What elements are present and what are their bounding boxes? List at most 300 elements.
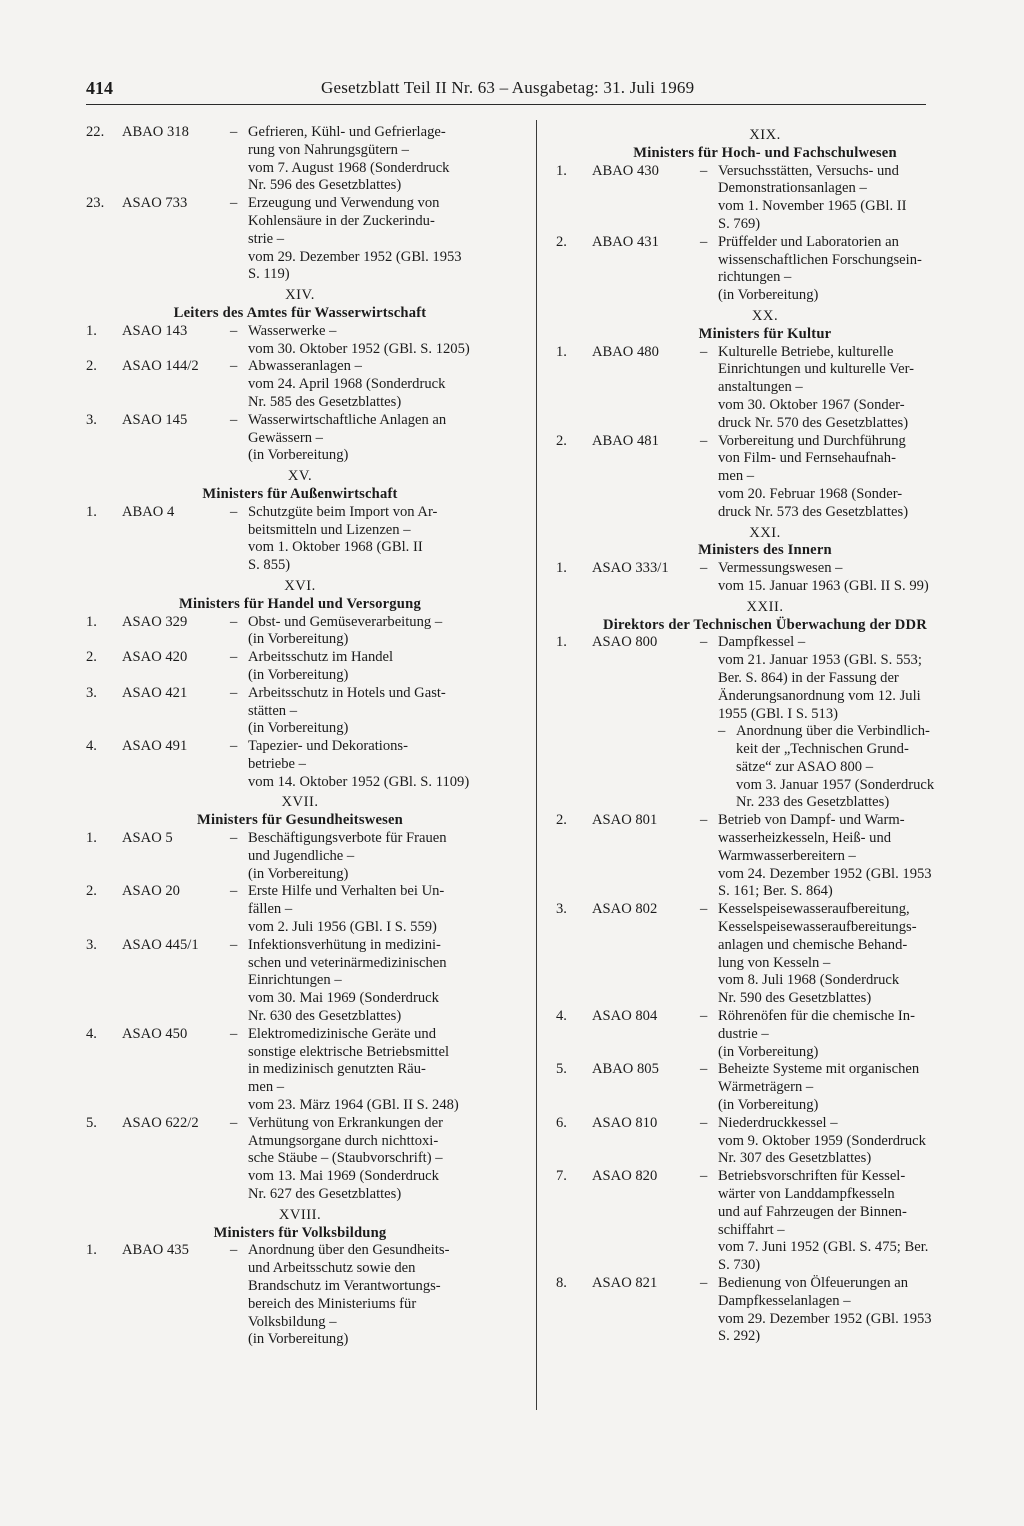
description-line: Kesselspeisewasseraufbereitung, <box>718 901 910 918</box>
description-line: vom 20. Februar 1968 (Sonder- <box>718 485 903 502</box>
description-line: vom 3. Januar 1957 (Sonderdruck <box>736 776 935 793</box>
regulation-description <box>248 323 514 359</box>
description-line: richtungen – <box>718 269 792 286</box>
entry-number: 2. <box>556 812 567 829</box>
description-line: Abwasseranlagen – <box>248 358 362 375</box>
section-heading <box>86 287 514 323</box>
description-line: beitsmitteln und Lizenzen – <box>248 521 411 538</box>
section-number: XVII. <box>281 794 319 811</box>
description-line: Erzeugung und Verwendung von <box>248 195 440 212</box>
description-line: Dampfkesselanlagen – <box>718 1292 851 1309</box>
description-line: Anordnung über die Verbindlich- <box>736 723 930 740</box>
description-line: Betrieb von Dampf- und Warm- <box>718 812 905 829</box>
description-line: vom 1. November 1965 (GBl. II <box>718 198 907 215</box>
description-line: S. 855) <box>248 557 291 574</box>
description-line: vom 29. Dezember 1952 (GBl. 1953 <box>718 1310 932 1327</box>
section-number: XX. <box>751 307 779 324</box>
regulation-entry <box>86 738 514 791</box>
dash-separator: – <box>230 883 238 900</box>
regulation-code: ASAO 445/1 <box>122 936 199 953</box>
regulation-code: ASAO 491 <box>122 738 188 755</box>
regulation-code: ASAO 733 <box>122 195 188 212</box>
regulation-entry <box>86 195 514 284</box>
regulation-code: ASAO 450 <box>122 1025 188 1042</box>
dash-separator: – <box>700 162 708 179</box>
regulation-description <box>718 634 974 723</box>
dash-separator: – <box>230 936 238 953</box>
section-heading <box>86 578 514 614</box>
regulation-description <box>248 358 514 411</box>
regulation-code: ABAO 430 <box>592 162 659 179</box>
regulation-entry <box>556 560 974 596</box>
dash-separator: – <box>700 1114 708 1131</box>
regulation-code: ASAO 800 <box>592 634 658 651</box>
description-line: vom 30. Oktober 1952 (GBl. S. 1205) <box>248 340 470 357</box>
entry-number: 4. <box>86 738 97 755</box>
dash-separator: – <box>700 1168 708 1185</box>
regulation-code: ASAO 421 <box>122 684 188 701</box>
dash-separator: – <box>700 812 708 829</box>
description-line: Nr. 596 des Gesetzblattes) <box>248 177 402 194</box>
description-line: vom 30. Oktober 1967 (Sonder- <box>718 396 905 413</box>
description-line: Einrichtungen – <box>248 972 342 989</box>
description-line: Kulturelle Betriebe, kulturelle <box>718 343 894 360</box>
description-line: bereich des Ministeriums für <box>248 1295 417 1312</box>
section-number: XVIII. <box>278 1206 322 1223</box>
column-divider <box>536 120 537 1410</box>
regulation-code: ASAO 801 <box>592 812 658 829</box>
description-line: Elektromedizinische Geräte und <box>248 1025 437 1042</box>
regulation-entry <box>556 433 974 522</box>
regulation-entry <box>556 1008 974 1061</box>
entry-number: 3. <box>556 901 567 918</box>
entry-number: 2. <box>556 432 567 449</box>
regulation-entry <box>556 1275 974 1346</box>
section-title: Leiters des Amtes für Wasserwirtschaft <box>173 304 427 321</box>
description-line: Verhütung von Erkrankungen der <box>248 1114 443 1131</box>
regulation-code: ASAO 420 <box>122 649 188 666</box>
entry-number: 4. <box>556 1008 567 1025</box>
regulation-description <box>718 234 974 305</box>
description-line: Versuchsstätten, Versuchs- und <box>718 162 899 179</box>
description-line: wärter von Landdampfkesseln <box>718 1186 895 1203</box>
description-line: vom 23. März 1964 (GBl. II S. 248) <box>248 1097 459 1114</box>
regulation-code: ASAO 804 <box>592 1008 658 1025</box>
description-line: Nr. 590 des Gesetzblattes) <box>718 990 872 1007</box>
regulation-code: ABAO 481 <box>592 432 659 449</box>
description-line: Nr. 627 des Gesetzblattes) <box>248 1186 402 1203</box>
description-line: S. 119) <box>248 266 290 283</box>
regulation-entry <box>556 163 974 234</box>
description-line: von Film- und Fernsehaufnah- <box>718 450 896 467</box>
description-line: sätze“ zur ASAO 800 – <box>736 758 873 775</box>
description-line: Demonstrationsanlagen – <box>718 180 867 197</box>
description-line: keit der „Technischen Grund- <box>736 741 909 758</box>
entry-number: 1. <box>556 560 567 577</box>
description-line: druck Nr. 573 des Gesetzblattes) <box>718 503 909 520</box>
dash-separator: – <box>230 322 238 339</box>
dash-separator: – <box>230 195 238 212</box>
regulation-description <box>248 685 514 738</box>
description-line: Wasserwerke – <box>248 322 337 339</box>
description-line: rung von Nahrungsgütern – <box>248 141 409 158</box>
regulation-code: ASAO 802 <box>592 901 658 918</box>
description-line: vom 2. Juli 1956 (GBl. I S. 559) <box>248 919 437 936</box>
running-head: Gesetzblatt Teil II Nr. 63 – Ausgabetag: 31. Juli 1969 <box>321 78 695 97</box>
regulation-code: ASAO 821 <box>592 1275 658 1291</box>
regulation-description <box>248 883 514 936</box>
regulation-entry <box>86 830 514 883</box>
entry-number: 2. <box>86 649 97 666</box>
regulation-description <box>248 738 514 791</box>
regulation-code: ASAO 5 <box>122 830 173 847</box>
entry-number: 8. <box>556 1275 567 1291</box>
section-number: XVI. <box>284 577 316 594</box>
section-title: Direktors der Technischen Überwachung der DDR <box>603 616 927 633</box>
regulation-description <box>248 504 514 575</box>
entry-number: 5. <box>86 1114 97 1131</box>
regulation-description <box>718 344 974 433</box>
regulation-entry <box>86 1242 514 1349</box>
description-line: anstaltungen – <box>718 379 803 396</box>
description-line: (in Vorbereitung) <box>248 447 349 464</box>
section-heading <box>86 1207 514 1243</box>
description-line: Wärmeträgern – <box>718 1079 814 1096</box>
regulation-entry <box>86 649 514 685</box>
description-line: 1955 (GBl. I S. 513) <box>718 705 838 722</box>
description-line: Betriebsvorschriften für Kessel- <box>718 1168 906 1185</box>
entry-number: 3. <box>86 936 97 953</box>
description-line: Ber. S. 864) in der Fassung der <box>718 669 899 686</box>
description-line: (in Vorbereitung) <box>248 666 349 683</box>
description-line: Vorbereitung und Durchführung <box>718 432 906 449</box>
description-line: schiffahrt – <box>718 1221 785 1238</box>
entry-number: 1. <box>86 830 97 847</box>
regulation-entry <box>86 124 514 195</box>
section-title: Ministers für Handel und Versorgung <box>179 595 421 612</box>
entry-number: 1. <box>86 1242 97 1259</box>
regulation-code: ABAO 4 <box>122 503 175 520</box>
regulation-description <box>718 560 974 596</box>
dash-separator: – <box>718 723 726 740</box>
description-line: Bedienung von Ölfeuerungen an <box>718 1275 909 1291</box>
description-line: vom 8. Juli 1968 (Sonderdruck <box>718 972 900 989</box>
description-line: anlagen und chemische Behand- <box>718 936 908 953</box>
regulation-code: ASAO 144/2 <box>122 358 199 375</box>
section-title: Ministers des Innern <box>698 542 832 559</box>
regulation-code: ASAO 20 <box>122 883 180 900</box>
entry-number: 2. <box>86 883 97 900</box>
regulation-entry <box>86 358 514 411</box>
regulation-description <box>248 124 514 195</box>
regulation-entry <box>556 234 974 305</box>
description-line: Nr. 630 des Gesetzblattes) <box>248 1008 402 1025</box>
entry-number: 2. <box>556 233 567 250</box>
regulation-description <box>248 195 514 284</box>
description-line: vom 15. Januar 1963 (GBl. II S. 99) <box>718 577 929 594</box>
dash-separator: – <box>700 343 708 360</box>
description-line: Änderungsanordnung vom 12. Juli <box>718 687 921 704</box>
regulation-description <box>718 163 974 234</box>
entry-number: 1. <box>556 634 567 651</box>
section-heading <box>556 525 974 561</box>
regulation-code: ASAO 622/2 <box>122 1114 199 1131</box>
dash-separator: – <box>700 901 708 918</box>
section-heading <box>86 794 514 830</box>
description-line: fällen – <box>248 901 293 918</box>
description-line: Dampfkessel – <box>718 634 806 651</box>
dash-separator: – <box>700 560 708 577</box>
description-line: S. 161; Ber. S. 864) <box>718 883 833 900</box>
description-line: Brandschutz im Verantwortungs- <box>248 1278 441 1294</box>
regulation-entry <box>86 412 514 465</box>
description-line: vom 14. Oktober 1952 (GBl. S. 1109) <box>248 773 470 790</box>
description-line: vom 29. Dezember 1952 (GBl. 1953 <box>248 248 462 265</box>
dash-separator: – <box>230 124 238 140</box>
section-title: Ministers für Volksbildung <box>213 1224 387 1241</box>
dash-separator: – <box>230 358 238 375</box>
regulation-code: ASAO 145 <box>122 411 188 428</box>
description-line: Vermessungswesen – <box>718 560 843 577</box>
description-line: S. 292) <box>718 1328 761 1345</box>
description-line: vom 21. Januar 1953 (GBl. S. 553; <box>718 652 922 669</box>
entry-number: 1. <box>556 162 567 179</box>
regulation-code: ABAO 435 <box>122 1242 189 1259</box>
entry-number: 23. <box>86 195 105 212</box>
description-line: Erste Hilfe und Verhalten bei Un- <box>248 883 445 900</box>
regulation-entry <box>556 1168 974 1275</box>
description-line: Volksbildung – <box>248 1313 337 1330</box>
entry-number: 2. <box>86 358 97 375</box>
regulation-entry <box>86 883 514 936</box>
dash-separator: – <box>230 613 238 630</box>
regulation-description <box>718 901 974 1008</box>
description-line: Kesselspeisewasseraufbereitungs- <box>718 919 917 936</box>
section-title: Ministers für Hoch- und Fachschulwesen <box>633 144 897 161</box>
description-line: (in Vorbereitung) <box>248 1331 349 1348</box>
dash-separator: – <box>230 411 238 428</box>
section-number: XIV. <box>285 287 315 304</box>
description-line: Obst- und Gemüseverarbeitung – <box>248 613 443 630</box>
regulation-entry <box>86 1026 514 1115</box>
description-line: (in Vorbereitung) <box>248 631 349 648</box>
regulation-description <box>718 1275 974 1346</box>
entry-number: 1. <box>86 503 97 520</box>
entry-number: 1. <box>86 613 97 630</box>
description-line: S. 730) <box>718 1257 761 1274</box>
description-line: Gefrieren, Kühl- und Gefrierlage- <box>248 124 446 140</box>
description-line: vom 24. Dezember 1952 (GBl. 1953 <box>718 865 932 882</box>
dash-separator: – <box>700 1275 708 1291</box>
dash-separator: – <box>700 634 708 651</box>
entry-number: 4. <box>86 1025 97 1042</box>
regulation-code: ASAO 143 <box>122 322 188 339</box>
dash-separator: – <box>230 503 238 520</box>
entry-number: 7. <box>556 1168 567 1185</box>
description-line: Nr. 233 des Gesetzblattes) <box>736 794 890 811</box>
description-line: vom 13. Mai 1969 (Sonderdruck <box>248 1168 439 1185</box>
regulation-code: ASAO 810 <box>592 1114 658 1131</box>
regulation-continuation <box>718 723 974 812</box>
section-heading <box>556 127 974 163</box>
section-title: Ministers für Außenwirtschaft <box>202 485 398 502</box>
description-line: vom 7. August 1968 (Sonderdruck <box>248 159 450 176</box>
description-line: Kohlensäure in der Zuckerindu- <box>248 212 435 229</box>
entry-number: 3. <box>86 411 97 428</box>
regulation-code: ASAO 329 <box>122 613 188 630</box>
regulation-code: ASAO 333/1 <box>592 560 669 577</box>
section-number: XXI. <box>749 524 781 541</box>
description-line: Nr. 307 des Gesetzblattes) <box>718 1150 872 1167</box>
description-line: Wasserwirtschaftliche Anlagen an <box>248 411 447 428</box>
description-line: (in Vorbereitung) <box>248 865 349 882</box>
description-line: betriebe – <box>248 755 306 772</box>
section-number: XV. <box>287 468 313 485</box>
entry-number: 1. <box>556 343 567 360</box>
regulation-description <box>718 1061 974 1114</box>
right-column <box>556 124 974 1346</box>
regulation-entry <box>86 685 514 738</box>
regulation-description <box>248 830 514 883</box>
description-line: Gewässern – <box>248 429 323 446</box>
dash-separator: – <box>700 1008 708 1025</box>
section-number: XXII. <box>746 598 784 615</box>
description-line: Röhrenöfen für die chemische In- <box>718 1008 915 1025</box>
description-line: vom 9. Oktober 1959 (Sonderdruck <box>718 1132 926 1149</box>
description-line: (in Vorbereitung) <box>718 1043 819 1060</box>
page-header <box>86 78 926 102</box>
regulation-description <box>718 433 974 522</box>
dash-separator: – <box>230 649 238 666</box>
regulation-entry <box>556 344 974 433</box>
regulation-code: ABAO 318 <box>122 124 189 140</box>
regulation-code: ABAO 805 <box>592 1061 659 1078</box>
regulation-description <box>718 812 974 901</box>
description-line: vom 24. April 1968 (Sonderdruck <box>248 376 446 393</box>
description-line: Arbeitsschutz im Handel <box>248 649 394 666</box>
description-line: Beschäftigungsverbote für Frauen <box>248 830 447 847</box>
regulation-entry <box>556 634 974 723</box>
entry-number: 6. <box>556 1114 567 1131</box>
entry-number: 22. <box>86 124 105 140</box>
regulation-entry <box>86 1115 514 1204</box>
regulation-description <box>248 1026 514 1115</box>
regulation-description <box>248 649 514 685</box>
dash-separator: – <box>230 1242 238 1259</box>
regulation-entry <box>556 1061 974 1114</box>
dash-separator: – <box>230 738 238 755</box>
description-line: Beheizte Systeme mit organischen <box>718 1061 920 1078</box>
description-line: lung von Kesseln – <box>718 954 831 971</box>
section-title: Ministers für Kultur <box>698 325 832 342</box>
description-line: wasserheizkesseln, Heiß- und <box>718 830 892 847</box>
description-line: S. 769) <box>718 215 761 232</box>
section-heading <box>86 468 514 504</box>
description-line: und auf Fahrzeugen der Binnen- <box>718 1203 907 1220</box>
regulation-entry <box>556 1115 974 1168</box>
regulation-description <box>736 723 974 812</box>
description-line: Einrichtungen und kulturelle Ver- <box>718 361 914 378</box>
section-title: Ministers für Gesundheitswesen <box>197 812 403 829</box>
regulation-entry <box>86 504 514 575</box>
description-line: vom 1. Oktober 1968 (GBl. II <box>248 539 423 556</box>
description-line: schen und veterinärmedizinischen <box>248 954 447 971</box>
section-heading <box>556 308 974 344</box>
description-line: Prüffelder und Laboratorien an <box>718 233 899 250</box>
regulation-description <box>718 1008 974 1061</box>
description-line: wissenschaftlichen Forschungsein- <box>718 251 922 268</box>
description-line: und Arbeitsschutz sowie den <box>248 1260 416 1277</box>
description-line: Niederdruckkessel – <box>718 1114 838 1131</box>
description-line: strie – <box>248 230 285 247</box>
regulation-description <box>248 937 514 1026</box>
description-line: Nr. 585 des Gesetzblattes) <box>248 393 402 410</box>
regulation-description <box>718 1115 974 1168</box>
description-line: (in Vorbereitung) <box>718 287 819 304</box>
description-line: Infektionsverhütung in medizini- <box>248 936 441 953</box>
description-line: dustrie – <box>718 1025 769 1042</box>
description-line: Tapezier- und Dekorations- <box>248 738 408 755</box>
description-line: druck Nr. 570 des Gesetzblattes) <box>718 414 909 431</box>
section-heading <box>556 599 974 635</box>
dash-separator: – <box>230 830 238 847</box>
description-line: stätten – <box>248 702 298 719</box>
dash-separator: – <box>700 1061 708 1078</box>
description-line: men – <box>248 1079 285 1096</box>
entry-number: 5. <box>556 1061 567 1078</box>
description-line: sche Stäube – (Staubvorschrift) – <box>248 1150 443 1167</box>
dash-separator: – <box>230 1025 238 1042</box>
regulation-description <box>248 1115 514 1204</box>
regulation-code: ABAO 431 <box>592 233 659 250</box>
regulation-description <box>248 614 514 650</box>
dash-separator: – <box>700 432 708 449</box>
regulation-entry <box>86 937 514 1026</box>
description-line: vom 7. Juni 1952 (GBl. S. 475; Ber. <box>718 1239 929 1256</box>
entry-number: 1. <box>86 322 97 339</box>
description-line: Warmwasserbereitern – <box>718 847 856 864</box>
description-line: vom 30. Mai 1969 (Sonderdruck <box>248 990 439 1007</box>
description-line: und Jugendliche – <box>248 847 355 864</box>
description-line: Atmungsorgane durch nichttoxi- <box>248 1132 439 1149</box>
regulation-entry <box>556 812 974 901</box>
regulation-description <box>718 1168 974 1275</box>
description-line: (in Vorbereitung) <box>718 1097 819 1114</box>
description-line: (in Vorbereitung) <box>248 720 349 737</box>
regulation-code: ABAO 480 <box>592 343 659 360</box>
description-line: men – <box>718 468 755 485</box>
description-line: sonstige elektrische Betriebsmittel <box>248 1043 450 1060</box>
regulation-code: ASAO 820 <box>592 1168 658 1185</box>
description-line: Anordnung über den Gesundheits- <box>248 1242 450 1259</box>
regulation-description <box>248 1242 514 1349</box>
page-number: 414 <box>86 78 113 98</box>
section-number: XIX. <box>749 127 781 143</box>
header-rule <box>86 104 926 105</box>
regulation-entry <box>556 901 974 1008</box>
regulation-entry <box>86 323 514 359</box>
dash-separator: – <box>700 233 708 250</box>
left-column <box>86 124 514 1349</box>
entry-number: 3. <box>86 684 97 701</box>
regulation-description <box>248 412 514 465</box>
dash-separator: – <box>230 1114 238 1131</box>
description-line: Arbeitsschutz in Hotels und Gast- <box>248 684 446 701</box>
regulation-entry <box>86 614 514 650</box>
dash-separator: – <box>230 684 238 701</box>
description-line: Schutzgüte beim Import von Ar- <box>248 503 438 520</box>
description-line: in medizinisch genutzten Räu- <box>248 1061 426 1078</box>
